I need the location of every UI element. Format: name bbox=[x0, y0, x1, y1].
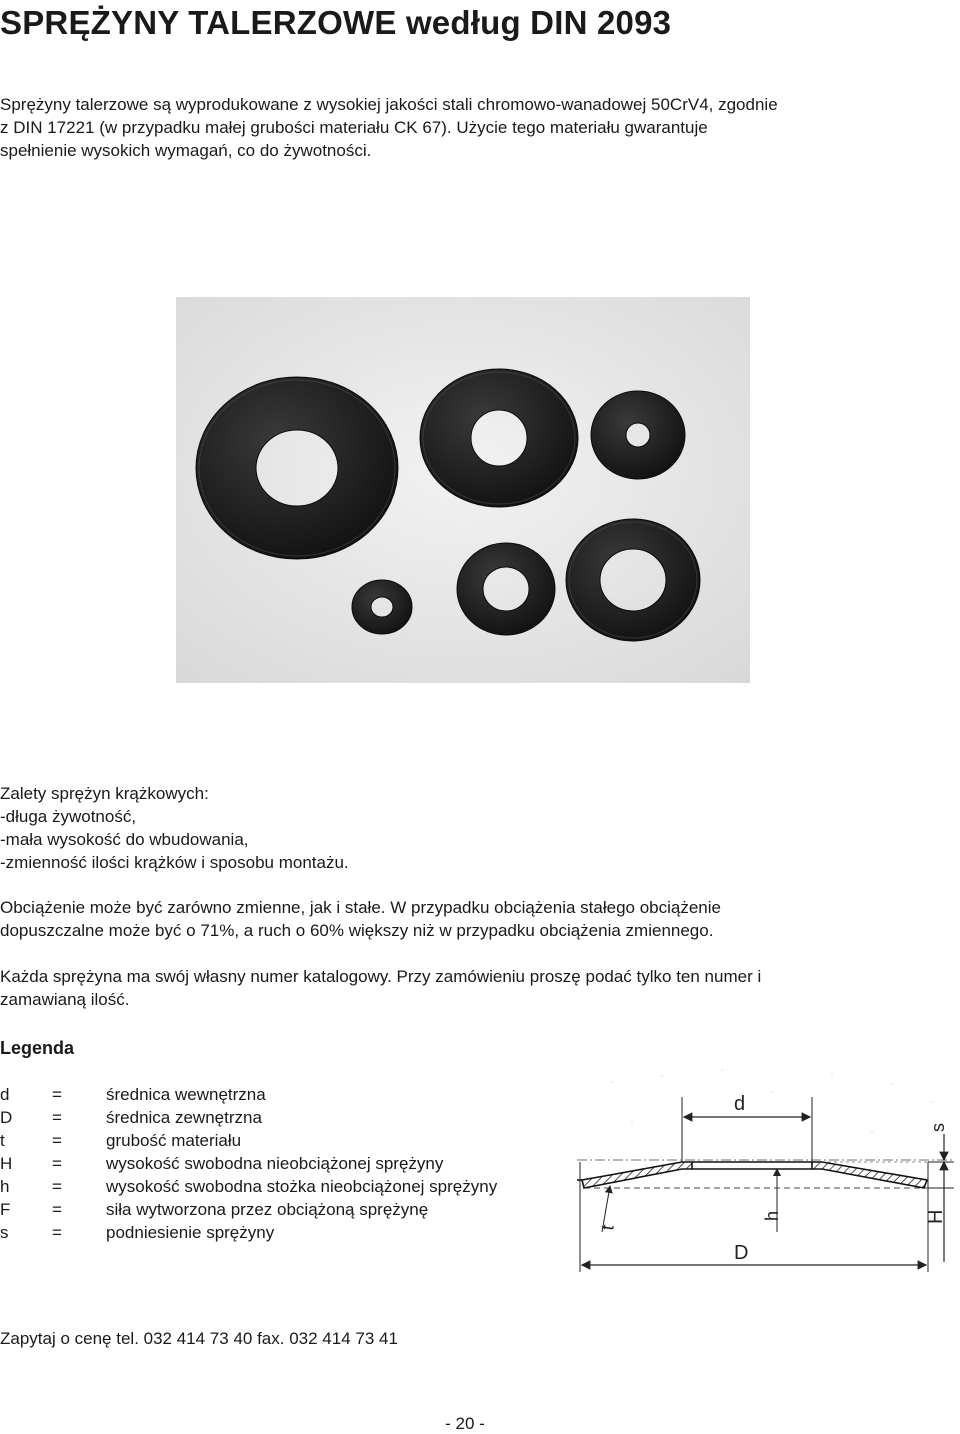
legend-description: średnica wewnętrzna bbox=[106, 1085, 266, 1104]
order-line: Każda sprężyna ma swój własny numer katalogowy. Przy zamówieniu proszę podać tylko ten numer i bbox=[0, 967, 762, 986]
intro-line: spełnienie wysokich wymagań, co do żywotności. bbox=[0, 141, 372, 160]
legend-symbol: d bbox=[0, 1085, 10, 1104]
product-photo bbox=[176, 297, 750, 683]
legend-symbol: s bbox=[0, 1223, 9, 1242]
legend-equals: = bbox=[52, 1085, 62, 1104]
order-line: zamawianą ilość. bbox=[0, 990, 130, 1009]
order-paragraph bbox=[0, 965, 960, 1011]
legend-equals: = bbox=[52, 1200, 62, 1219]
spring-profile-right bbox=[812, 1162, 927, 1188]
dim-label-t: t bbox=[597, 1223, 618, 1232]
legend-description: wysokość swobodna nieobciążonej sprężyny bbox=[106, 1154, 444, 1173]
legend-description: podniesienie sprężyny bbox=[106, 1223, 275, 1242]
intro-line: Sprężyny talerzowe są wyprodukowane z wysokiej jakości stali chromowo-wanadowej 50CrV4, zgodnie bbox=[0, 95, 778, 114]
legend-symbol: t bbox=[0, 1131, 5, 1150]
legend-symbol: h bbox=[0, 1177, 10, 1196]
legend-description: średnica zewnętrzna bbox=[106, 1108, 262, 1127]
legend-equals: = bbox=[52, 1131, 62, 1150]
legend-symbol: H bbox=[0, 1154, 13, 1173]
legend-equals: = bbox=[52, 1223, 62, 1242]
legend-description: siła wytworzona przez obciążoną sprężynę bbox=[106, 1200, 429, 1219]
page-number: - 20 - bbox=[445, 1414, 485, 1433]
dim-label-d: d bbox=[734, 1093, 746, 1115]
legend-equals: = bbox=[52, 1177, 62, 1196]
dim-label-s: s bbox=[928, 1123, 948, 1132]
benefits-list bbox=[0, 782, 960, 874]
benefit-item: -zmienność ilości krążków i sposobu montażu. bbox=[0, 853, 349, 872]
benefits-heading: Zalety sprężyn krążkowych: bbox=[0, 784, 209, 803]
spring-profile-left bbox=[582, 1162, 692, 1188]
contact-line: Zapytaj o cenę tel. 032 414 73 40 fax. 032 414 73 41 bbox=[0, 1329, 398, 1348]
intro-paragraph bbox=[0, 93, 960, 162]
intro-line: z DIN 17221 (w przypadku małej grubości materiału CK 67). Użycie tego materiału gwarantuje bbox=[0, 118, 708, 137]
page-title: SPRĘŻYNY TALERZOWE według DIN 2093 bbox=[0, 4, 672, 41]
legend-equals: = bbox=[52, 1154, 62, 1173]
spring-cross-section-diagram bbox=[572, 1062, 960, 1280]
dim-label-H: H bbox=[925, 1209, 947, 1224]
legend-equals: = bbox=[52, 1108, 62, 1127]
legend-description: grubość materiału bbox=[106, 1131, 242, 1150]
legend-title: Legenda bbox=[0, 1038, 75, 1058]
dim-label-D: D bbox=[734, 1242, 749, 1264]
legend-symbol: F bbox=[0, 1200, 11, 1219]
dim-label-h: h bbox=[762, 1210, 782, 1221]
legend-symbol: D bbox=[0, 1108, 13, 1127]
load-line: dopuszczalne może być o 71%, a ruch o 60% większy niż w przypadku obciążenia zmiennego. bbox=[0, 921, 714, 940]
load-paragraph bbox=[0, 896, 960, 942]
legend-description: wysokość swobodna stożka nieobciążonej sprężyny bbox=[106, 1177, 498, 1196]
benefit-item: -mała wysokość do wbudowania, bbox=[0, 830, 249, 849]
load-line: Obciążenie może być zarówno zmienne, jak i stałe. W przypadku obciążenia stałego obciążenie bbox=[0, 898, 721, 917]
benefit-item: -długa żywotność, bbox=[0, 807, 137, 826]
